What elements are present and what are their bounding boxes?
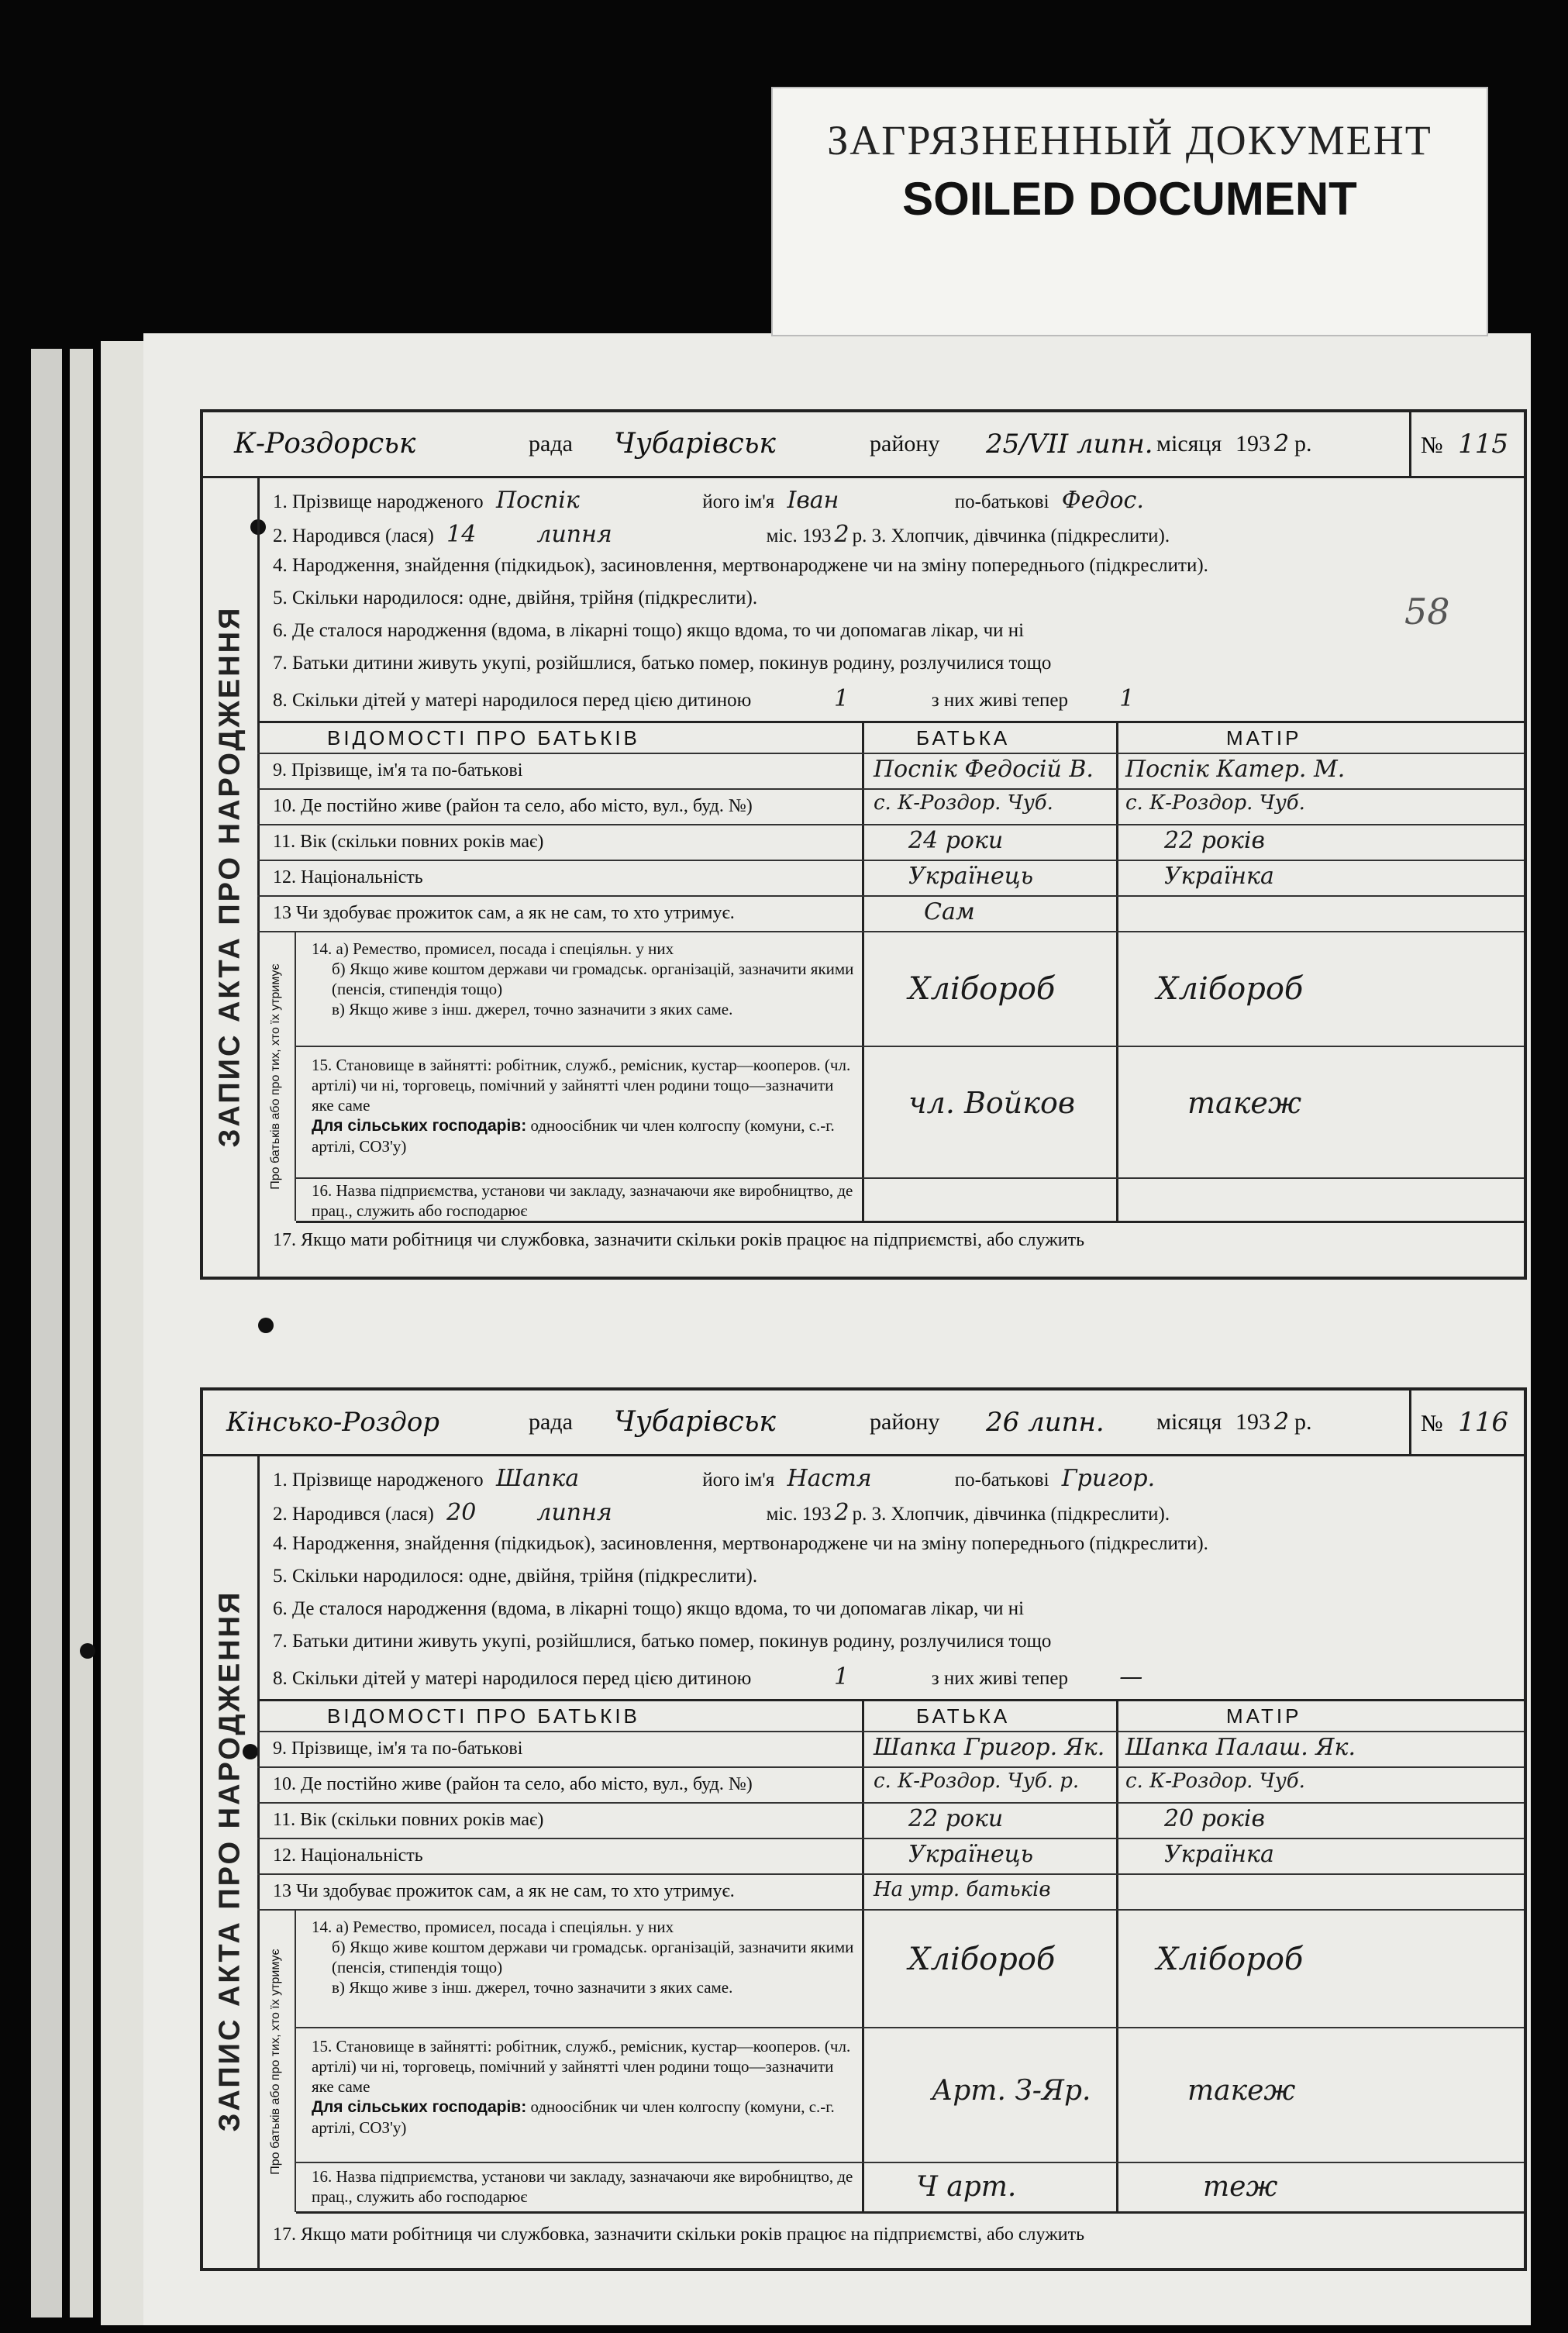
row-label: 9. Прізвище, ім'я та по-батькові (273, 760, 523, 781)
father-support: Сам (924, 898, 975, 925)
born-label: 2. Народився (лася) (273, 526, 434, 546)
child-patronymic: Федос. (1061, 487, 1144, 514)
row-15b: Для сільських господарів: (312, 2098, 527, 2116)
mother-age: 20 років (1164, 1805, 1265, 1832)
row-14a: 14. а) Ремество, промисел, посада і спеціяльн. у них (312, 939, 674, 958)
parents-side-label (257, 932, 296, 1221)
table-row (296, 2028, 1524, 2163)
father-name: Шапка Григор. Як. (874, 1734, 1105, 1761)
table-header-row (257, 723, 1524, 754)
table-row (257, 825, 1524, 861)
children-before: 1 (833, 1663, 849, 1690)
father-workplace: Ч арт. (916, 2171, 1017, 2203)
table-row (296, 1911, 1524, 2028)
table-row (257, 861, 1524, 897)
row-15a: 15. Становище в зайнятті: робітник, служб., ремісник, кустар—кооперов. (чл. артілі) чи ні, торговець, помічний у зайнятті член родини тощо—зазначити яке саме (312, 1056, 851, 1115)
row-label: 10. Де постійно живе (район та село, або місто, вул., буд. №) (273, 1774, 753, 1794)
margin-note: 58 (1404, 591, 1450, 632)
year-digit: 2 (1274, 430, 1290, 457)
row-label: 12. Національність (273, 867, 423, 887)
father-support: На утр. батьків (874, 1878, 1051, 1901)
born-label: 2. Народився (лася) (273, 1504, 434, 1525)
row-label: 12. Національність (273, 1845, 423, 1866)
record-header (203, 1390, 1524, 1456)
table-row (257, 1732, 1524, 1768)
row-14-text (312, 1917, 854, 1997)
children-before: 1 (833, 685, 849, 712)
father-name: Поспік Федосій В. (874, 756, 1094, 783)
mother-status: такеж (1187, 2075, 1296, 2107)
table-row (296, 932, 1524, 1047)
line-1 (273, 1465, 1163, 1492)
label-russian: ЗАГРЯЗНЕННЫЙ ДОКУМЕНТ (827, 117, 1432, 164)
table-row (257, 897, 1524, 932)
line-8 (273, 685, 1142, 712)
birth-record-116 (200, 1387, 1527, 2271)
record-number-box (1409, 1390, 1524, 1454)
mother-occupation: Хлібороб (1156, 1942, 1304, 1977)
father-nationality: Українець (908, 863, 1034, 890)
row-14-text (312, 939, 854, 1019)
mother-address: с. К-Роздор. Чуб. (1125, 1770, 1305, 1793)
month-label: місяця (1156, 431, 1222, 457)
father-nationality: Українець (908, 1841, 1034, 1868)
father-status: чл. Войков (908, 1086, 1075, 1120)
row-label: 11. Вік (скільки повних років має) (273, 1810, 544, 1830)
parents-side-label (257, 1911, 296, 2212)
record-title-vertical (203, 476, 260, 1277)
table-row (296, 2163, 1524, 2214)
row-17: 17. Якщо мати робітниця чи службовка, зазначити скільки років працює на підприємстві, або служить (273, 1230, 1085, 1250)
mother-nationality: Українка (1164, 863, 1274, 890)
patronymic-label: по-батькові (954, 1470, 1049, 1490)
line-2 (273, 1499, 1170, 1526)
birth-year-digit: 2 (834, 1499, 849, 1526)
birth-record-115 (200, 409, 1527, 1280)
surname-label: 1. Прізвище народженого (273, 1470, 484, 1490)
mother-occupation: Хлібороб (1156, 971, 1304, 1007)
children-before-label: 8. Скільки дітей у матері народилося перед цією дитиною (273, 690, 752, 711)
line-6: 6. Де сталося народження (вдома, в лікарні тощо) якщо вдома, то чи допомагав лікар, чи ні (273, 620, 1025, 641)
father-address: с. К-Роздор. Чуб. (874, 791, 1053, 815)
sex-label: р. 3. Хлопчик, дівчинка (підкреслити). (852, 1504, 1170, 1525)
side-label-text: Про батьків або про тих, хто їх утримує (269, 963, 282, 1190)
month-year-label: міс. 193 (766, 526, 832, 546)
row-label: 13 Чи здобуває прожиток сам, а як не сам, то хто утримує. (273, 903, 735, 923)
row-14a: 14. а) Ремество, промисел, посада і спеціяльн. у них (312, 1918, 674, 1936)
table-row (296, 1179, 1524, 1223)
birth-month: липня (536, 1499, 612, 1526)
father-age: 22 роки (908, 1805, 1004, 1832)
line-7: 7. Батьки дитини живуть укупі, розійшлися, батько помер, покинув родину, розлучилися тощо (273, 1631, 1052, 1652)
parents-table (257, 721, 1524, 1222)
child-surname: Поспік (495, 487, 580, 514)
line-6: 6. Де сталося народження (вдома, в лікарні тощо) якщо вдома, то чи допомагав лікар, чи ні (273, 1598, 1025, 1619)
row-16: 16. Назва підприємства, установи чи закладу, зазначаючи яке виробництво, де прац., служить або господарює (312, 1181, 853, 1220)
table-row (257, 1804, 1524, 1839)
mother-name: Шапка Палаш. Як. (1125, 1734, 1356, 1761)
year-suffix: р. (1294, 1409, 1312, 1435)
row-15c: одноосібник чи член колгоспу (комуни, с.-г. артілі, СОЗ'у) (312, 2097, 835, 2137)
patronymic-label: по-батькові (954, 491, 1049, 512)
record-title: ЗАПИС АКТА ПРО НАРОДЖЕННЯ (213, 1590, 246, 2132)
mother-age: 22 років (1164, 827, 1265, 854)
table-row (257, 1875, 1524, 1911)
name-label: його ім'я (702, 491, 775, 512)
line-1 (273, 487, 1152, 514)
row-15-text (312, 2036, 854, 2138)
birth-month: липня (536, 521, 612, 548)
row-14c: в) Якщо живе з інш. джерел, точно зазначити з яких саме. (332, 1978, 733, 1997)
record-number: 116 (1458, 1407, 1509, 1438)
child-surname: Шапка (495, 1465, 580, 1492)
name-label: його ім'я (702, 1470, 775, 1490)
record-title: ЗАПИС АКТА ПРО НАРОДЖЕННЯ (213, 605, 246, 1147)
rada-label: рада (529, 1409, 573, 1435)
row-14b: б) Якщо живе коштом держави чи громадськ. організацій, зазначити якими (пенсія, стипендія тощо) (332, 1938, 854, 1976)
table-header-info: ВІДОМОСТІ ПРО БАТЬКІВ (327, 726, 640, 750)
rada-value: Кінсько-Роздор (226, 1407, 440, 1438)
year-prefix: 193 (1235, 1409, 1270, 1435)
children-alive: — (1119, 1663, 1143, 1690)
row-15c: одноосібник чи член колгоспу (комуни, с.-г. артілі, СОЗ'у) (312, 1116, 835, 1156)
table-row (257, 754, 1524, 790)
record-title-vertical (203, 1454, 260, 2268)
father-address: с. К-Роздор. Чуб. р. (874, 1770, 1080, 1793)
table-row (257, 1768, 1524, 1804)
row-label: 11. Вік (скільки повних років має) (273, 832, 544, 852)
table-header-mother: МАТІР (1226, 1704, 1302, 1728)
table-header-row (257, 1701, 1524, 1732)
mother-name: Поспік Катер. М. (1125, 756, 1346, 783)
father-occupation: Хлібороб (908, 971, 1056, 1007)
table-header-mother: МАТІР (1226, 726, 1302, 750)
registration-date: 26 липн. (986, 1407, 1104, 1438)
mother-workplace: теж (1203, 2171, 1278, 2203)
record-number: 115 (1458, 429, 1509, 460)
line-8 (273, 1663, 1150, 1690)
table-header-info: ВІДОМОСТІ ПРО БАТЬКІВ (327, 1704, 640, 1728)
child-patronymic: Григор. (1061, 1465, 1156, 1492)
record-number-box (1409, 412, 1524, 476)
row-17: 17. Якщо мати робітниця чи службовка, зазначити скільки років працює на підприємстві, або служить (273, 2224, 1085, 2245)
line-5: 5. Скільки народилося: одне, двійня, трійня (підкреслити). (273, 588, 758, 608)
month-year-label: міс. 193 (766, 1504, 832, 1525)
children-alive: 1 (1119, 685, 1135, 712)
father-age: 24 роки (908, 827, 1004, 854)
year-prefix: 193 (1235, 431, 1270, 457)
child-name: Настя (787, 1465, 872, 1492)
year-suffix: р. (1294, 431, 1312, 457)
row-label: 10. Де постійно живе (район та село, або місто, вул., буд. №) (273, 796, 753, 816)
rada-label: рада (529, 431, 573, 457)
side-label-text: Про батьків або про тих, хто їх утримує (269, 1948, 282, 2175)
raion-label: району (870, 1409, 940, 1435)
number-sign: № (1421, 1411, 1443, 1436)
line-4: 4. Народження, знайдення (підкидьок), засиновлення, мертвонароджене чи на зміну попереднього (підкреслити). (273, 1533, 1208, 1554)
sex-label: р. 3. Хлопчик, дівчинка (підкреслити). (852, 526, 1170, 546)
row-16: 16. Назва підприємства, установи чи закладу, зазначаючи яке виробництво, де прац., служить або господарює (312, 2167, 853, 2206)
birth-year-digit: 2 (834, 521, 849, 548)
row-14b: б) Якщо живе коштом держави чи громадськ. організацій, зазначити якими (пенсія, стипендія тощо) (332, 960, 854, 998)
birth-day: 20 (446, 1499, 477, 1526)
table-row (257, 1839, 1524, 1875)
rada-value: К-Роздорськ (234, 428, 416, 460)
children-alive-label: з них живі тепер (931, 690, 1069, 711)
surname-label: 1. Прізвище народженого (273, 491, 484, 512)
year-digit: 2 (1274, 1408, 1290, 1435)
row-15-text (312, 1055, 854, 1156)
row-14c: в) Якщо живе з інш. джерел, точно зазначити з яких саме. (332, 1000, 733, 1018)
table-row (257, 790, 1524, 825)
children-alive-label: з них живі тепер (931, 1668, 1069, 1689)
label-english: SOILED DOCUMENT (902, 173, 1357, 225)
registration-date: 25/VII липн. (986, 429, 1153, 460)
raion-label: району (870, 431, 940, 457)
raion-value: Чубарівськ (614, 1406, 776, 1438)
row-15a: 15. Становище в зайнятті: робітник, служб., ремісник, кустар—кооперов. (чл. артілі) чи ні, торговець, помічний у зайнятті член родини тощо—зазначити яке саме (312, 2037, 851, 2096)
line-5: 5. Скільки народилося: одне, двійня, трійня (підкреслити). (273, 1566, 758, 1587)
punch-hole (258, 1318, 274, 1333)
table-row (296, 1047, 1524, 1179)
line-7: 7. Батьки дитини живуть укупі, розійшлися, батько помер, покинув родину, розлучилися тощо (273, 653, 1052, 674)
father-occupation: Хлібороб (908, 1942, 1056, 1977)
table-header-father: БАТЬКА (916, 726, 1011, 750)
page-stack-edge (70, 349, 93, 2317)
raion-value: Чубарівськ (614, 428, 776, 460)
row-label: 9. Прізвище, ім'я та по-батькові (273, 1739, 523, 1759)
mother-status: такеж (1187, 1086, 1302, 1120)
record-header (203, 412, 1524, 478)
parents-table (257, 1699, 1524, 2213)
row-15b: Для сільських господарів: (312, 1117, 527, 1135)
table-header-father: БАТЬКА (916, 1704, 1011, 1728)
mother-nationality: Українка (1164, 1841, 1274, 1868)
mother-address: с. К-Роздор. Чуб. (1125, 791, 1305, 815)
birth-day: 14 (446, 521, 477, 548)
month-label: місяця (1156, 1409, 1222, 1435)
line-2 (273, 521, 1170, 548)
father-status: Арт. З-Яр. (932, 2075, 1091, 2107)
page-stack-edge (31, 349, 62, 2317)
soiled-document-label (771, 87, 1488, 336)
punch-hole (80, 1643, 95, 1659)
children-before-label: 8. Скільки дітей у матері народилося перед цією дитиною (273, 1668, 752, 1689)
line-4: 4. Народження, знайдення (підкидьок), засиновлення, мертвонароджене чи на зміну попереднього (підкреслити). (273, 555, 1208, 576)
row-label: 13 Чи здобуває прожиток сам, а як не сам, то хто утримує. (273, 1881, 735, 1901)
child-name: Іван (787, 487, 839, 514)
number-sign: № (1421, 432, 1443, 458)
